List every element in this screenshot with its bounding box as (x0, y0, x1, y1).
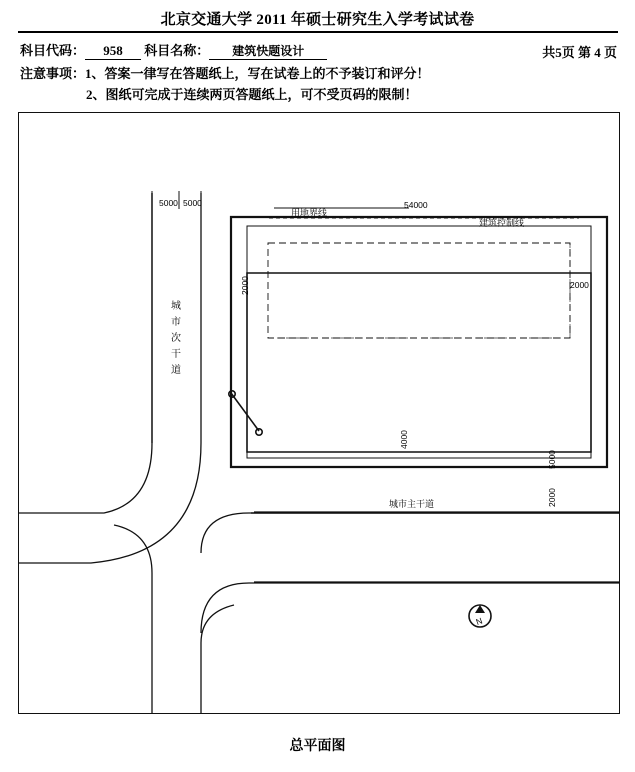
offset-left-label: 2000 (240, 276, 250, 295)
secondary-street-label (171, 299, 181, 376)
drawing-caption: 总平面图 (289, 739, 346, 754)
site-plan-drawing (18, 112, 620, 714)
note-1-text: 1、答案一律写在答题纸上，写在试卷上的不予装订和评分！ (85, 66, 430, 81)
subject-name-label: 科目名称： (144, 43, 210, 58)
svg-text:市: 市 (171, 317, 181, 328)
main-street-lines (201, 513, 619, 633)
north-arrow-label: N (474, 615, 484, 628)
svg-text:道: 道 (171, 365, 181, 376)
page-count: 共5页 第 4 页 (542, 45, 617, 60)
subject-code-label: 科目代码： (20, 43, 86, 58)
dim-bottom-5000-label: 5000 (547, 450, 557, 469)
dim-54000-label: 54000 (404, 200, 428, 210)
note-2-text: 2、图纸可完成于连续两页答题纸上，可不受页码的限制！ (86, 87, 418, 102)
site-corner-chamfer (229, 391, 262, 435)
notes-line-2 (86, 84, 418, 103)
page-title: 北京交通大学 2011 年硕士研究生入学考试试卷 (160, 12, 475, 28)
dim-5000-a: 5000 (159, 198, 178, 208)
title-divider (18, 31, 618, 33)
site-plan-svg (19, 113, 619, 713)
notes-line-1 (20, 63, 430, 82)
subject-info-row (20, 40, 327, 60)
svg-text:次: 次 (171, 333, 181, 344)
land-boundary-label: 用地界线 (291, 208, 328, 218)
offset-right-label: 2000 (570, 280, 589, 290)
secondary-street-lines (19, 193, 234, 713)
main-street-label: 城市主干道 (389, 499, 435, 509)
north-arrow-icon (469, 605, 491, 627)
interior-guides (268, 243, 570, 338)
dim-5000-b: 5000 (183, 198, 202, 208)
subject-code-value: 958 (85, 43, 141, 60)
land-boundary-line (247, 226, 591, 458)
top-dimension-marks (152, 191, 579, 218)
dim-bottom-4000-label: 4000 (399, 430, 409, 449)
svg-text:城: 城 (171, 301, 181, 312)
site-plot-outline (231, 217, 607, 467)
site-offset-rect (247, 273, 591, 452)
svg-text:干: 干 (171, 349, 181, 360)
dim-bottom-2000-label: 2000 (547, 488, 557, 507)
subject-name-value: 建筑快题设计 (209, 42, 327, 60)
main-street-edges (254, 512, 619, 582)
notes-label: 注意事项： (20, 66, 86, 81)
building-control-line-label: 建筑控制线 (479, 218, 525, 228)
building-control-line-path (268, 243, 570, 338)
